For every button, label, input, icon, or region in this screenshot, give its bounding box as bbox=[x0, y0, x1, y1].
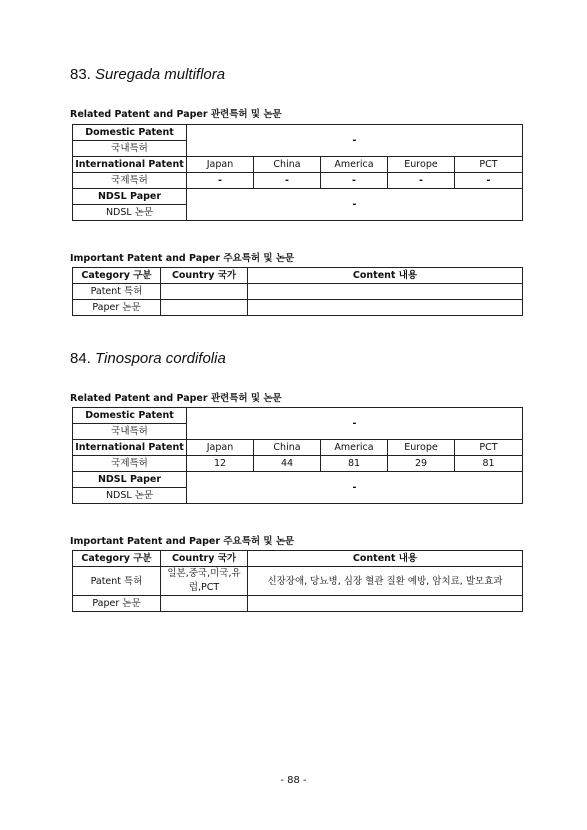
intl-en: International Patent bbox=[73, 157, 187, 173]
country-america: America bbox=[321, 440, 388, 456]
value-japan: 12 bbox=[187, 456, 254, 472]
ndsl-kr: NDSL 논문 bbox=[73, 205, 187, 221]
row-content bbox=[248, 284, 523, 300]
page-number: - 88 - bbox=[280, 775, 307, 786]
country-europe: Europe bbox=[388, 440, 455, 456]
row-category: Patent 특허 bbox=[73, 284, 161, 300]
row-content bbox=[248, 300, 523, 316]
row-category: Paper 논문 bbox=[73, 300, 161, 316]
section-number: 84. bbox=[70, 350, 91, 367]
country-japan: Japan bbox=[187, 157, 254, 173]
country-china: China bbox=[254, 440, 321, 456]
value-pct: 81 bbox=[455, 456, 523, 472]
domestic-value: - bbox=[187, 125, 523, 157]
domestic-kr: 국내특허 bbox=[73, 424, 187, 440]
important-table-83 bbox=[72, 267, 523, 316]
related-title-84: Related Patent and Paper 관련특허 및 논문 bbox=[70, 393, 282, 404]
table-row bbox=[73, 596, 523, 612]
header-country: Country 국가 bbox=[161, 551, 248, 567]
value-china: 44 bbox=[254, 456, 321, 472]
table-row bbox=[73, 567, 523, 596]
value-pct: - bbox=[455, 173, 523, 189]
row-category: Paper 논문 bbox=[73, 596, 161, 612]
related-table-83 bbox=[72, 124, 523, 221]
domestic-kr: 국내특허 bbox=[73, 141, 187, 157]
value-china: - bbox=[254, 173, 321, 189]
related-title-83: Related Patent and Paper 관련특허 및 논문 bbox=[70, 109, 282, 120]
important-title-83: Important Patent and Paper 주요특허 및 논문 bbox=[70, 253, 295, 264]
country-china: China bbox=[254, 157, 321, 173]
country-pct: PCT bbox=[455, 440, 523, 456]
header-category: Category 구분 bbox=[73, 551, 161, 567]
value-america: - bbox=[321, 173, 388, 189]
species-name: Tinospora cordifolia bbox=[95, 350, 226, 367]
row-content: 신장장애, 당뇨병, 심장 혈관 질환 예방, 암치료, 발모효과 bbox=[248, 567, 523, 596]
ndsl-value: - bbox=[187, 472, 523, 504]
header-content: Content 내용 bbox=[248, 268, 523, 284]
value-europe: - bbox=[388, 173, 455, 189]
row-category: Patent 특허 bbox=[73, 567, 161, 596]
row-country: 일본,중국,미국,유럽,PCT bbox=[161, 567, 248, 596]
country-europe: Europe bbox=[388, 157, 455, 173]
domestic-en: Domestic Patent bbox=[73, 408, 187, 424]
value-america: 81 bbox=[321, 456, 388, 472]
important-table-84 bbox=[72, 550, 523, 612]
intl-en: International Patent bbox=[73, 440, 187, 456]
country-japan: Japan bbox=[187, 440, 254, 456]
ndsl-kr: NDSL 논문 bbox=[73, 488, 187, 504]
species-name: Suregada multiflora bbox=[95, 66, 226, 83]
section-83-title bbox=[70, 66, 225, 83]
related-table-84 bbox=[72, 407, 523, 504]
country-america: America bbox=[321, 157, 388, 173]
section-84-title bbox=[70, 350, 226, 367]
row-country bbox=[161, 300, 248, 316]
header-category: Category 구분 bbox=[73, 268, 161, 284]
domestic-en: Domestic Patent bbox=[73, 125, 187, 141]
important-title-84: Important Patent and Paper 주요특허 및 논문 bbox=[70, 536, 295, 547]
intl-kr: 국제특허 bbox=[73, 173, 187, 189]
value-europe: 29 bbox=[388, 456, 455, 472]
value-japan: - bbox=[187, 173, 254, 189]
intl-kr: 국제특허 bbox=[73, 456, 187, 472]
row-country bbox=[161, 596, 248, 612]
header-content: Content 내용 bbox=[248, 551, 523, 567]
row-content bbox=[248, 596, 523, 612]
ndsl-en: NDSL Paper bbox=[73, 472, 187, 488]
header-country: Country 국가 bbox=[161, 268, 248, 284]
table-row bbox=[73, 284, 523, 300]
country-pct: PCT bbox=[455, 157, 523, 173]
ndsl-value: - bbox=[187, 189, 523, 221]
row-country bbox=[161, 284, 248, 300]
domestic-value: - bbox=[187, 408, 523, 440]
ndsl-en: NDSL Paper bbox=[73, 189, 187, 205]
table-row bbox=[73, 300, 523, 316]
section-number: 83. bbox=[70, 66, 91, 83]
